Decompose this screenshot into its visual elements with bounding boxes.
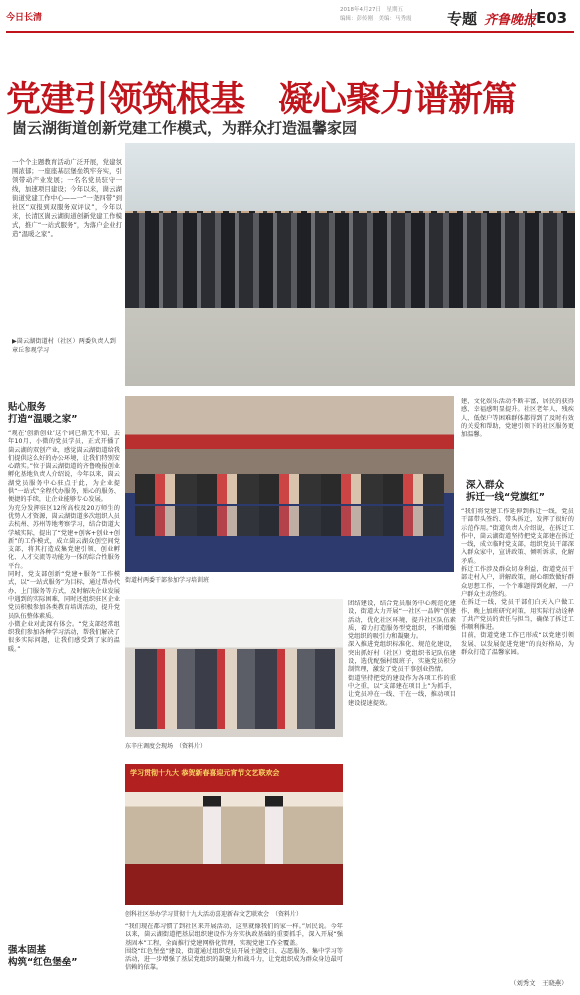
gala-banner: 学习贯彻十九大 恭贺新春喜迎元宵节文艺联欢会 bbox=[130, 769, 280, 777]
audience-row bbox=[135, 506, 444, 536]
gala-photo bbox=[125, 764, 343, 905]
subheadline: 崮云湖街道创新党建工作模式，为群众打造温馨家园 bbox=[12, 119, 358, 137]
training-photo-caption: 街道村两委干部参加学习培训班 bbox=[125, 577, 210, 584]
performer bbox=[203, 796, 221, 866]
headline: 党建引领筑根基 凝心聚力谱新篇 bbox=[6, 80, 517, 120]
section3-title: 深入群众 拆迁一线“党旗红” bbox=[466, 480, 545, 503]
meeting-photo bbox=[125, 599, 343, 737]
column-tag: 今日长清 bbox=[6, 13, 43, 23]
issue-date: 2018年4月27日 星期五 bbox=[340, 7, 403, 13]
section3-body: “我们将党建工作延伸到拆迁一线，党员干部带头签约、带头拆迁，发挥了很好的示范作用。”街道负责人介绍说，在拆迁工作中，崮云湖街道坚持把党支部建在拆迁一线，成立临时党支部，组织党员干部深入群众家中，宣讲政策、倾听诉求、化解矛盾。 拆迁工作涉及群众切身利益，街道党员干部走村入户，讲解政策，耐心细致做好群众思想工作，一个个难题得到化解，一户户群众主动签约。 在拆迁一线，党员干部们白天入户做工作，晚上加班研究对策，用实际行动诠释了共产党员的责任与担当，确保了拆迁工作顺利推进。 目前，街道党建工作已形成“以党建引领发展、以发展促进党建”的良好格局，为群众打造了温馨家园。 bbox=[461, 508, 574, 657]
stage bbox=[125, 864, 343, 905]
meeting-photo-caption: 东辛庄调度会现场 （资料片） bbox=[125, 743, 207, 750]
training-photo bbox=[125, 396, 454, 572]
byline: （刘秀文 王晓燕） bbox=[510, 979, 568, 987]
gala-photo-caption: 创科社区举办学习贯彻十九大活动喜迎新春文艺联欢会 （资料片） bbox=[125, 911, 303, 918]
header-rule bbox=[6, 31, 574, 33]
section-label: 专题 bbox=[447, 10, 478, 28]
section1-body: “观在‘创新创业’这个词已渐无不知，去年10月，小微的党员学员，正式开播了崮云湖的双创产业，感觉崮云湖街道给我们提供这么好的办公环境，让我们特别安心踏实。”位于崮云湖街道的齐鲁晚报创业孵化基地负责人介绍说，今年以来，崮云湖党员服务中心驻点于此，为企业提供“一站式”全程代办服务，贴心的服务、便捷的手续，让企业能够专心发展。 为充分发挥驻区12所高校及20万师生的优势人才资源，崮云湖街道多次组织人员去杭州、苏州等地考察学习，结合街道大学城实际，提出了“党建+创客+创业+创新”的工作模式，成立崮云湖众创空间党支部，将其打造成集党建引领、创业孵化、人才交流等功能为一体的综合性服务平台。 同时，党支部创新“党建+服务”工作模式，以“一站式服务”为目标，通过帮办代办、上门服务等方式，及时解决企业发展中遇到的实际困难，同时还组织驻区企业党员积极参加各类教育培训活动，提升党员队伍整体素质。 小微企业对此深有体会。“党支部经常组织我们参加各种学习活动，帮我们解决了很多实际问题，让我们感受到了家的温暖。” bbox=[8, 430, 120, 653]
main-photo-caption: ▶崮云湖街道村（社区）两委负责人到章丘参观学习 bbox=[12, 338, 116, 354]
performer bbox=[265, 796, 283, 866]
page-number: E03 bbox=[531, 9, 567, 27]
meeting-people bbox=[135, 649, 335, 729]
column4-top: 建，文化娱乐活动不断丰富，居民的获得感、幸福感明显提升。社区老年人、残疾人、低保户等困难群体都得到了及时有效的关爱和帮助，党建引领下的社区服务更加温馨。 bbox=[461, 398, 574, 439]
section1-title: 贴心服务 打造“温暖之家” bbox=[8, 402, 78, 425]
main-photo bbox=[125, 143, 575, 386]
editor-credit: 编辑：彭传刚 美编：马秀霞 bbox=[340, 16, 412, 22]
section2-title: 强本固基 构筑“红色堡垒” bbox=[8, 945, 78, 968]
audience-row bbox=[135, 474, 444, 504]
issue-meta bbox=[340, 6, 440, 24]
crowd-bodies bbox=[125, 213, 575, 308]
section2-body: “我们现在都习惯了到社区来开展活动，这里就像我们的家一样。”居民说。今年以来，崮云湖街道把基层组织建设作为夯实执政基础的重要抓手，深入开展“强基固本”工程，全面推行党建网格化管理，实现党建工作全覆盖。 围绕“红色堡垒”建设，街道通过组织党员开展主题党日、志愿服务、集中学习等活动，进一步增强了基层党组织的凝聚力和战斗力，让党组织成为群众身边最可信赖的依靠。 bbox=[125, 923, 343, 972]
column3-body: 团结建设，结合党员服务中心规范化建设，街道大力开展“一社区一品牌”创建活动，优化社区环境，提升社区队伍素质，着力打造服务型党组织，不断增强党组织的吸引力和凝聚力。 深入推进党组织标准化、规范化建设，突出抓好村（社区）党组织书记队伍建设，选优配强村级班子，实施党员积分制管理，激发了党员干事创业热情。 街道坚持把党的建设作为各项工作的重中之重，以“支部建在项目上”为抓手，让党员冲在一线、干在一线，推动项目建设提速提效。 bbox=[348, 600, 456, 707]
paper-logo: 齐鲁晚报 bbox=[484, 13, 537, 28]
lead-paragraph: 一个个主题教育活动广泛开展，党建氛围浓郁；一座座基层堡垒筑牢夯实，引领带动产业发展；一名名党员驻守一线，加速项目建设；今年以来，崮云湖街道党建工作中心——一“一尧四带”到社区“双报到双服务双评议”，今年以来，长清区崮云湖街道创新党建工作模式，推广“一站式服务”，为落户企业打造“温暖之家”。 bbox=[12, 158, 122, 238]
